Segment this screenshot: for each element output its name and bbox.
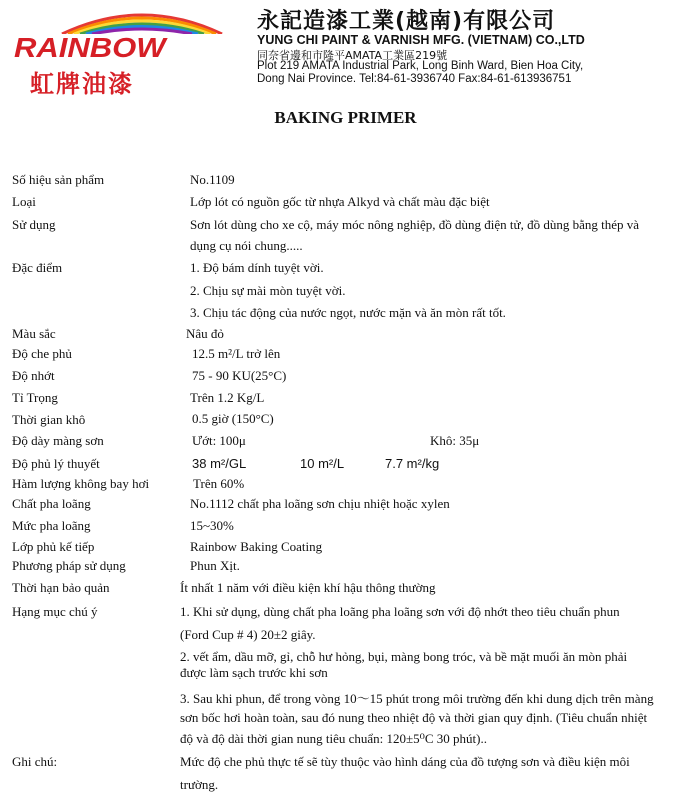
feature-item-3: 3. Chịu tác động của nước ngọt, nước mặn và ăn mòn rất tốt. (190, 305, 506, 320)
label-drying-time: Thời gian khô (12, 412, 86, 427)
note-line-6: sơn bốc hơi hoàn toàn, sau đó nung theo nhiệt độ và thời gian quy định. (Tiêu chuẩn nhiệt (180, 710, 648, 725)
remarks-line-1: Mức độ che phủ thực tế sẽ tùy thuộc vào hình dáng của đồ tượng sơn và điều kiện môi (180, 754, 630, 769)
label-type: Loại (12, 194, 36, 209)
label-product-no: Số hiệu sản phẩm (12, 172, 105, 187)
value-film-dry: Khô: 35μ (430, 433, 480, 448)
feature-item-1: 1. Độ bám dính tuyệt vời. (190, 260, 324, 275)
company-address-line1: Plot 219 AMATA Industrial Park, Long Binh Ward, Bien Hoa City, (257, 60, 584, 72)
value-coverage: 12.5 m²/L trở lên (192, 346, 281, 361)
value-drying-time: 0.5 giờ (150°C) (192, 411, 274, 426)
value-shelf-life: Ít nhất 1 năm với điều kiện khí hậu thông thường (180, 580, 436, 595)
value-topcoat: Rainbow Baking Coating (190, 539, 323, 554)
brand-logo-chinese: 虹牌油漆 (30, 70, 134, 98)
value-usage-line1: Sơn lót dùng cho xe cộ, máy móc nông nghiệp, đồ dùng điện tử, đồ dùng bằng thép và (190, 217, 639, 232)
value-theoretical-coverage-2: 10 m²/L (300, 456, 345, 471)
brand-logo-text: RAINBOW (14, 31, 166, 64)
label-topcoat: Lớp phủ kế tiếp (12, 539, 95, 554)
value-usage-line2: dụng cụ nói chung..... (190, 238, 303, 253)
label-shelf-life: Thời hạn bảo quản (12, 580, 110, 595)
label-coverage: Độ che phủ (12, 346, 72, 361)
feature-item-2: 2. Chịu sự mài mòn tuyệt vời. (190, 283, 346, 298)
label-film-thickness: Độ dày màng sơn (12, 433, 104, 448)
company-address-chinese: 同奈省邊和市隆平AMATA工業區219號 (257, 49, 448, 62)
company-address-line2: Dong Nai Province. Tel:84-61-3936740 Fax:84-61-613936751 (257, 73, 572, 85)
value-thinning-rate: 15~30% (190, 518, 234, 533)
value-application: Phun Xịt. (190, 558, 240, 573)
value-film-wet: Ướt: 100μ (192, 433, 246, 448)
label-specific-gravity: Tỉ Trọng (12, 390, 58, 405)
value-theoretical-coverage-3: 7.7 m²/kg (385, 456, 440, 471)
company-name-english: YUNG CHI PAINT & VARNISH MFG. (VIETNAM) CO.,LTD (257, 33, 585, 47)
note-line-5: 3. Sau khi phun, để trong vòng 10～15 phút trong môi trường đến khi dung dịch trên màng (180, 691, 654, 706)
label-viscosity: Độ nhớt (12, 368, 55, 383)
value-theoretical-coverage-1: 38 m²/GL (192, 456, 247, 471)
label-features: Đặc điểm (12, 260, 63, 275)
value-type: Lớp lót có nguồn gốc từ nhựa Alkyd và chất màu đặc biệt (190, 194, 490, 209)
label-thinning-rate: Mức pha loãng (12, 518, 91, 533)
remarks-line-2: trường. (180, 777, 219, 792)
value-thinner: No.1112 chất pha loãng sơn chịu nhiệt hoặc xylen (190, 496, 450, 511)
company-name-chinese: 永記造漆工業(越南)有限公司 (257, 9, 556, 34)
label-nonvolatile: Hàm lượng không bay hơi (12, 476, 150, 491)
note-line-4: được làm sạch trước khi sơn (180, 665, 328, 680)
value-viscosity: 75 - 90 KU(25°C) (192, 368, 287, 383)
note-line-7: độ và độ dài thời gian nung tiêu chuẩn: 120±5⁰C 30 phút).. (180, 731, 487, 746)
value-product-no: No.1109 (190, 172, 235, 187)
label-thinner: Chất pha loãng (12, 496, 91, 511)
note-line-3: 2. vết ẩm, dầu mỡ, gỉ, chỗ hư hỏng, bụi, màng bong tróc, và bề mặt muối ăn mòn phải (180, 649, 628, 664)
note-line-2: (Ford Cup # 4) 20±2 giây. (180, 627, 316, 642)
label-notes: Hạng mục chú ý (12, 604, 98, 619)
value-color: Nâu đỏ (186, 326, 224, 341)
label-application: Phương pháp sử dụng (12, 558, 126, 573)
document-title: BAKING PRIMER (274, 108, 417, 127)
label-color: Màu sắc (12, 326, 56, 341)
note-line-1: 1. Khi sử dụng, dùng chất pha loãng pha loãng sơn với độ nhớt theo tiêu chuẩn phun (180, 604, 620, 619)
value-nonvolatile: Trên 60% (193, 476, 245, 491)
label-usage: Sử dụng (12, 217, 56, 232)
value-specific-gravity: Trên 1.2 Kg/L (190, 390, 265, 405)
label-theoretical-coverage: Độ phủ lý thuyết (12, 456, 100, 471)
label-remarks: Ghi chú: (12, 754, 58, 769)
